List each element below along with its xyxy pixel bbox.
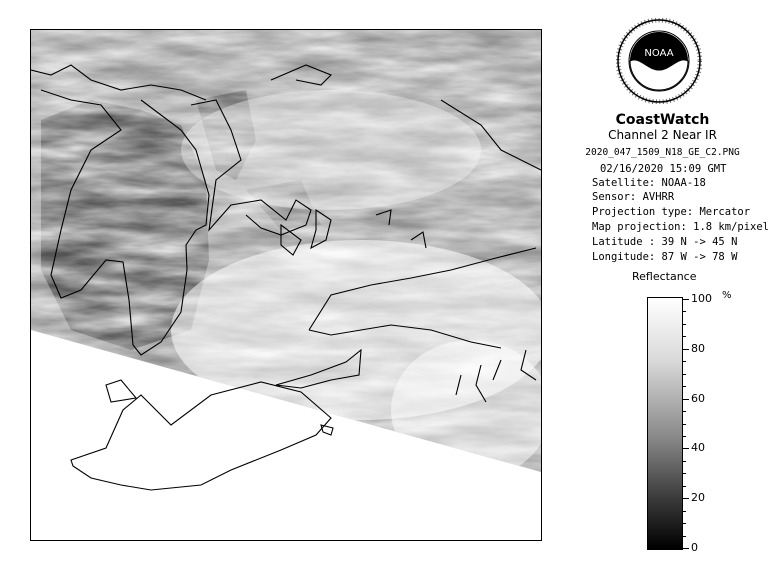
colorbar-tick-label: 40 <box>691 441 705 455</box>
projection-type: Projection type: Mercator <box>592 206 751 218</box>
colorbar <box>647 297 683 550</box>
colorbar-minor-tick <box>683 374 686 375</box>
colorbar-tick-mark <box>683 399 689 400</box>
colorbar-minor-tick <box>683 486 686 487</box>
satellite-swath <box>31 30 541 540</box>
latitude-range: Latitude : 39 N -> 45 N <box>592 236 738 248</box>
colorbar-tick-label: 100 <box>691 292 712 305</box>
noaa-logo-icon <box>616 18 702 104</box>
map-image <box>31 30 541 540</box>
colorbar-minor-tick <box>683 461 686 462</box>
file-name: 2020_047_1509_N18_GE_C2.PNG <box>585 147 740 158</box>
colorbar-minor-tick <box>683 386 686 387</box>
colorbar-minor-tick <box>683 324 686 325</box>
colorbar-minor-tick <box>683 511 686 512</box>
colorbar-tick-label: 80 <box>691 341 705 355</box>
colorbar-title: Reflectance <box>632 270 697 283</box>
colorbar-minor-tick <box>683 336 686 337</box>
colorbar-tick-mark <box>683 299 689 300</box>
colorbar-minor-tick <box>683 523 686 524</box>
colorbar-minor-tick <box>683 361 686 362</box>
colorbar-tick-mark <box>683 498 689 499</box>
colorbar-tick-label: 0 <box>691 541 698 554</box>
colorbar-minor-tick <box>683 411 686 412</box>
colorbar-minor-tick <box>683 436 686 437</box>
channel-label: Channel 2 Near IR <box>608 128 717 142</box>
colorbar-tick-mark <box>683 548 689 549</box>
colorbar-unit: % <box>722 290 732 301</box>
map-projection: Map projection: 1.8 km/pixel <box>592 221 770 233</box>
longitude-range: Longitude: 87 W -> 78 W <box>592 251 738 263</box>
colorbar-minor-tick <box>683 424 686 425</box>
sensor-label: Sensor: AVHRR <box>592 191 675 203</box>
satellite-map <box>30 29 542 541</box>
colorbar-minor-tick <box>683 311 686 312</box>
logo-text: NOAA <box>644 48 674 59</box>
colorbar-tick-label: 20 <box>691 491 705 505</box>
colorbar-tick-mark <box>683 349 689 350</box>
colorbar-tick-label: 60 <box>691 391 705 405</box>
satellite-label: Satellite: NOAA-18 <box>592 177 706 189</box>
product-title: CoastWatch <box>615 112 710 128</box>
colorbar-minor-tick <box>683 473 686 474</box>
colorbar-tick-mark <box>683 448 689 449</box>
date-time: 02/16/2020 15:09 GMT <box>600 163 727 175</box>
colorbar-minor-tick <box>683 536 686 537</box>
